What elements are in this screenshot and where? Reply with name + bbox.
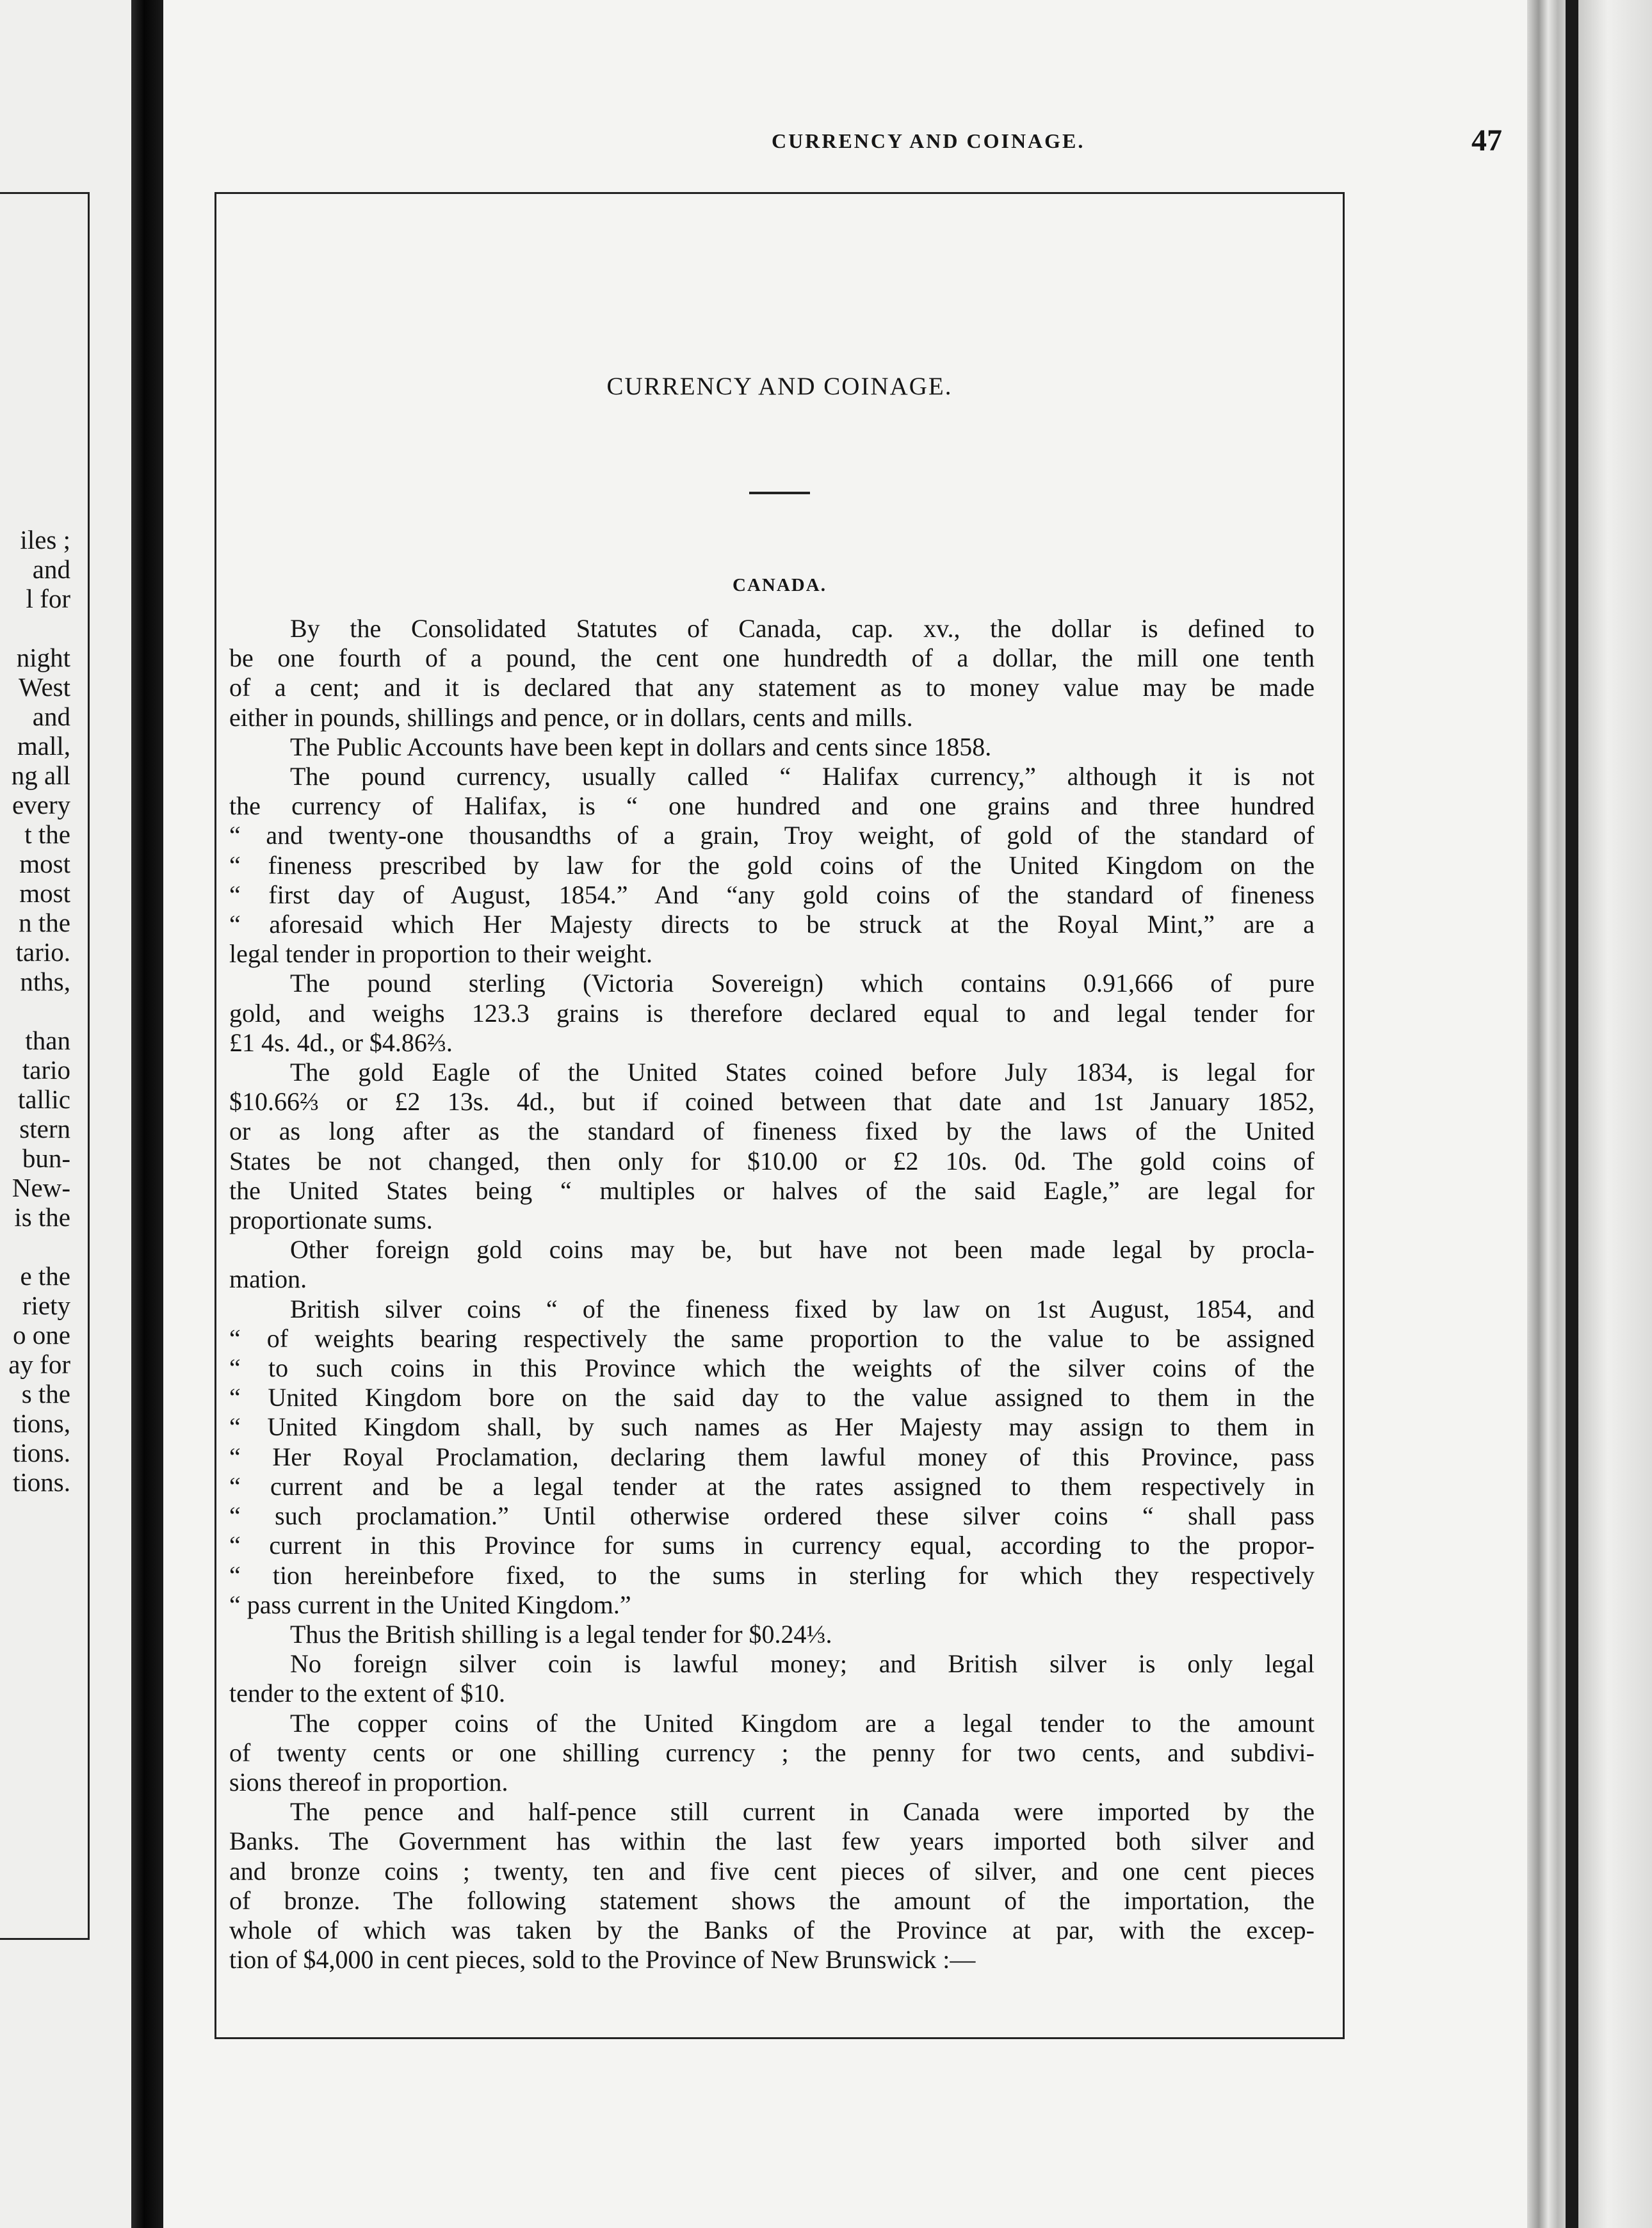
left-page-line: n the <box>19 908 70 937</box>
body-line: British silver coins “ of the fineness fixed by law on 1st August, 1854, and <box>290 1294 1315 1323</box>
body-line: “ to such coins in this Province which the weights of the silver coins of the <box>229 1353 1315 1383</box>
body-line: “ of weights bearing respectively the same proportion to the value to be assigned <box>229 1323 1315 1353</box>
article-body <box>229 614 1315 1974</box>
left-page-line: bun- <box>22 1143 70 1173</box>
left-page-line: tario. <box>15 937 70 967</box>
body-line: The pound currency, usually called “ Halifax currency,” although it is not <box>290 762 1315 791</box>
body-line: and bronze coins ; twenty, ten and five cent pieces of silver, and one cent pieces <box>229 1856 1315 1885</box>
left-page-line: most <box>19 849 70 878</box>
body-line: the United States being “ multiples or halves of the said Eagle,” are legal for <box>229 1175 1315 1205</box>
left-page-line: night <box>16 643 70 672</box>
body-line: or as long after as the standard of fineness fixed by the laws of the United <box>229 1117 1315 1146</box>
page-edge-shadow <box>1566 0 1578 2228</box>
body-line: The copper coins of the United Kingdom are a legal tender to the amount <box>290 1708 1315 1738</box>
book-gutter <box>131 0 163 2228</box>
body-line: Other foreign gold coins may be, but have not been made legal by procla- <box>290 1235 1315 1264</box>
left-page-line: tions. <box>13 1467 70 1497</box>
body-line: of twenty cents or one shilling currency ; the penny for two cents, and subdivi- <box>229 1738 1315 1767</box>
body-line: “ current and be a legal tender at the rates assigned to them respectively in <box>229 1471 1315 1501</box>
body-line: No foreign silver coin is lawful money; and British silver is only legal <box>290 1649 1315 1679</box>
article-title: CURRENCY AND COINAGE. <box>606 373 953 400</box>
left-page-line: every <box>12 790 70 819</box>
body-line: mation. <box>229 1264 307 1294</box>
left-page-line: s the <box>21 1379 70 1409</box>
left-page-line <box>8 996 70 1026</box>
left-page-line <box>8 613 70 643</box>
body-line: £1 4s. 4d., or $4.86⅔. <box>229 1028 453 1057</box>
body-line: “ current in this Province for sums in currency equal, according to the propor- <box>229 1531 1315 1560</box>
section-heading: CANADA. <box>733 575 827 595</box>
left-page-line: tions. <box>13 1438 70 1467</box>
body-line: whole of which was taken by the Banks of the Province at par, with the excep- <box>229 1915 1315 1944</box>
body-line: Thus the British shilling is a legal tender for $0.24⅓. <box>290 1619 832 1649</box>
left-page-line: West <box>19 672 70 702</box>
body-line: The pound sterling (Victoria Sovereign) which contains 0.91,666 of pure <box>290 969 1315 998</box>
title-rule <box>749 492 810 494</box>
body-line: “ and twenty-one thousandths of a grain, Troy weight, of gold of the standard of <box>229 821 1315 850</box>
body-line: tion of $4,000 in cent pieces, sold to the Province of New Brunswick :— <box>229 1945 976 1974</box>
body-line: “ pass current in the United Kingdom.” <box>229 1590 631 1619</box>
body-line: “ United Kingdom shall, by such names as Her Majesty may assign to them in <box>229 1412 1315 1442</box>
left-page-line: l for <box>26 584 70 613</box>
body-line: “ Her Royal Proclamation, declaring them lawful money of this Province, pass <box>229 1442 1315 1471</box>
body-line: $10.66⅔ or £2 13s. 4d., but if coined between that date and 1st January 1852, <box>229 1087 1315 1117</box>
left-page-line: most <box>19 878 70 908</box>
body-line: proportionate sums. <box>229 1206 433 1235</box>
body-line: “ such proclamation.” Until otherwise ordered these silver coins “ shall pass <box>229 1501 1315 1531</box>
left-page-line: t the <box>24 819 70 849</box>
article-frame <box>215 192 1345 2039</box>
left-page-line: stern <box>19 1114 70 1143</box>
body-line: Banks. The Government has within the last few years imported both silver and <box>229 1827 1315 1856</box>
body-line: “ aforesaid which Her Majesty directs to be struck at the Royal Mint,” are a <box>229 910 1315 939</box>
left-page-line: tallic <box>18 1085 70 1114</box>
body-line: “ first day of August, 1854.” And “any gold coins of the standard of fineness <box>229 880 1315 909</box>
left-page-line <box>8 1232 70 1261</box>
body-line: of a cent; and it is declared that any statement as to money value may be made <box>229 673 1315 702</box>
left-page-text <box>8 525 70 1497</box>
page-edges <box>1527 0 1566 2228</box>
left-page-line: mall, <box>17 731 70 761</box>
left-page-line: o one <box>13 1320 70 1350</box>
body-line: tender to the extent of $10. <box>229 1679 505 1708</box>
body-line: “ United Kingdom bore on the said day to the value assigned to them in the <box>229 1383 1315 1412</box>
left-page-line: nths, <box>20 967 70 996</box>
body-line: By the Consolidated Statutes of Canada, cap. xv., the dollar is defined to <box>290 614 1315 643</box>
left-page-line: and <box>32 554 70 584</box>
body-line: The Public Accounts have been kept in dollars and cents since 1858. <box>290 732 992 761</box>
body-line: legal tender in proportion to their weight. <box>229 939 652 969</box>
left-page-line: and <box>32 702 70 731</box>
body-line: “ tion hereinbefore fixed, to the sums in sterling for which they respectively <box>229 1560 1315 1590</box>
body-line: of bronze. The following statement shows the amount of the importation, the <box>229 1885 1315 1915</box>
left-page-line: e the <box>20 1261 70 1291</box>
running-head: CURRENCY AND COINAGE. <box>772 129 1085 152</box>
body-line: gold, and weighs 123.3 grains is therefore declared equal to and legal tender for <box>229 998 1315 1028</box>
left-page-line: tario <box>22 1055 70 1085</box>
left-page-line: tions, <box>13 1409 70 1438</box>
page-number: 47 <box>1471 124 1502 157</box>
left-page-line: New- <box>12 1173 70 1202</box>
body-line: be one fourth of a pound, the cent one hundredth of a dollar, the mill one tenth <box>229 643 1315 673</box>
left-page-line: riety <box>22 1291 70 1320</box>
left-page-line: is the <box>14 1202 70 1232</box>
body-line: sions thereof in proportion. <box>229 1767 508 1796</box>
left-page <box>0 0 131 2228</box>
body-line: States be not changed, then only for $10.00 or £2 10s. 0d. The gold coins of <box>229 1146 1315 1175</box>
left-page-line: than <box>25 1026 70 1055</box>
body-line: The gold Eagle of the United States coined before July 1834, is legal for <box>290 1058 1315 1087</box>
book-cover-edge <box>1578 0 1652 2228</box>
left-page-line: iles ; <box>20 525 70 554</box>
left-page-line: ng all <box>11 761 70 790</box>
body-line: the currency of Halifax, is “ one hundred and one grains and three hundred <box>229 791 1315 821</box>
body-line: The pence and half-pence still current in Canada were imported by the <box>290 1797 1315 1827</box>
body-line: “ fineness prescribed by law for the gold coins of the United Kingdom on the <box>229 850 1315 880</box>
body-line: either in pounds, shillings and pence, or in dollars, cents and mills. <box>229 702 913 732</box>
left-page-line: ay for <box>8 1350 70 1379</box>
